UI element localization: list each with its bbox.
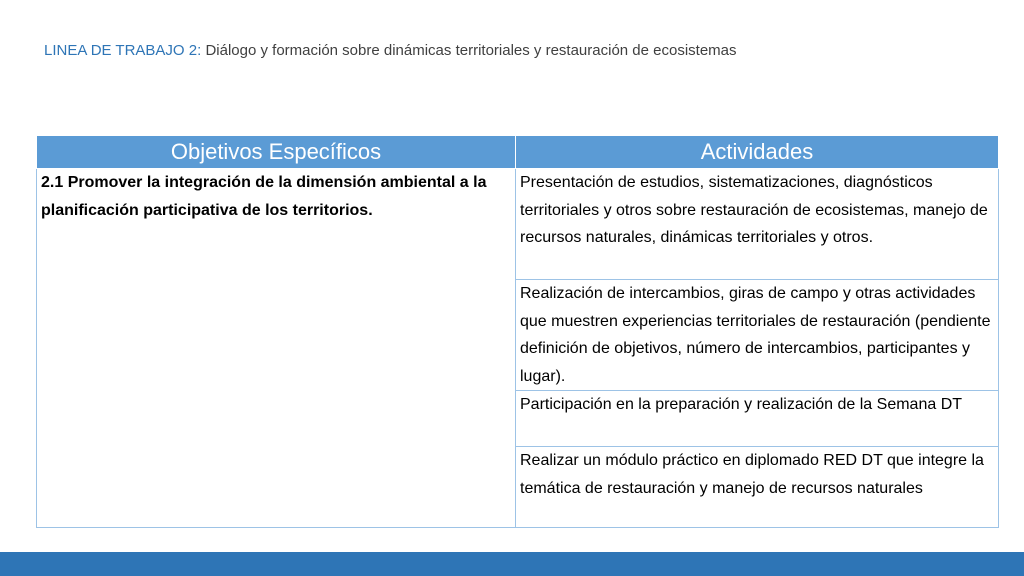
activity-cell: Realización de intercambios, giras de campo y otras actividades que muestren experiencias territoriales de restauración (pendiente definición de objetivos, número de intercambios, participantes y lugar).: [516, 280, 999, 391]
activity-cell: Participación en la preparación y realización de la Semana DT: [516, 391, 999, 447]
header-activities: Actividades: [516, 136, 999, 169]
slide-title-prefix: LINEA DE TRABAJO 2:: [44, 42, 202, 59]
activity-cell: Realizar un módulo práctico en diplomado RED DT que integre la temática de restauración y manejo de recursos naturales: [516, 447, 999, 528]
table-row: [37, 169, 999, 280]
objectives-activities-table: [36, 135, 999, 528]
objective-cell: 2.1 Promover la integración de la dimensión ambiental a la planificación participativa de los territorios.: [37, 169, 516, 528]
header-objectives: Objetivos Específicos: [37, 136, 516, 169]
bottom-bar: [0, 552, 1024, 576]
activity-cell: Presentación de estudios, sistematizaciones, diagnósticos territoriales y otros sobre restauración de ecosistemas, manejo de recursos naturales, dinámicas territoriales y otros.: [516, 169, 999, 280]
slide-title-text: Diálogo y formación sobre dinámicas territoriales y restauración de ecosistemas: [201, 42, 737, 59]
slide-title: [44, 42, 737, 59]
table-header-row: [37, 136, 999, 169]
